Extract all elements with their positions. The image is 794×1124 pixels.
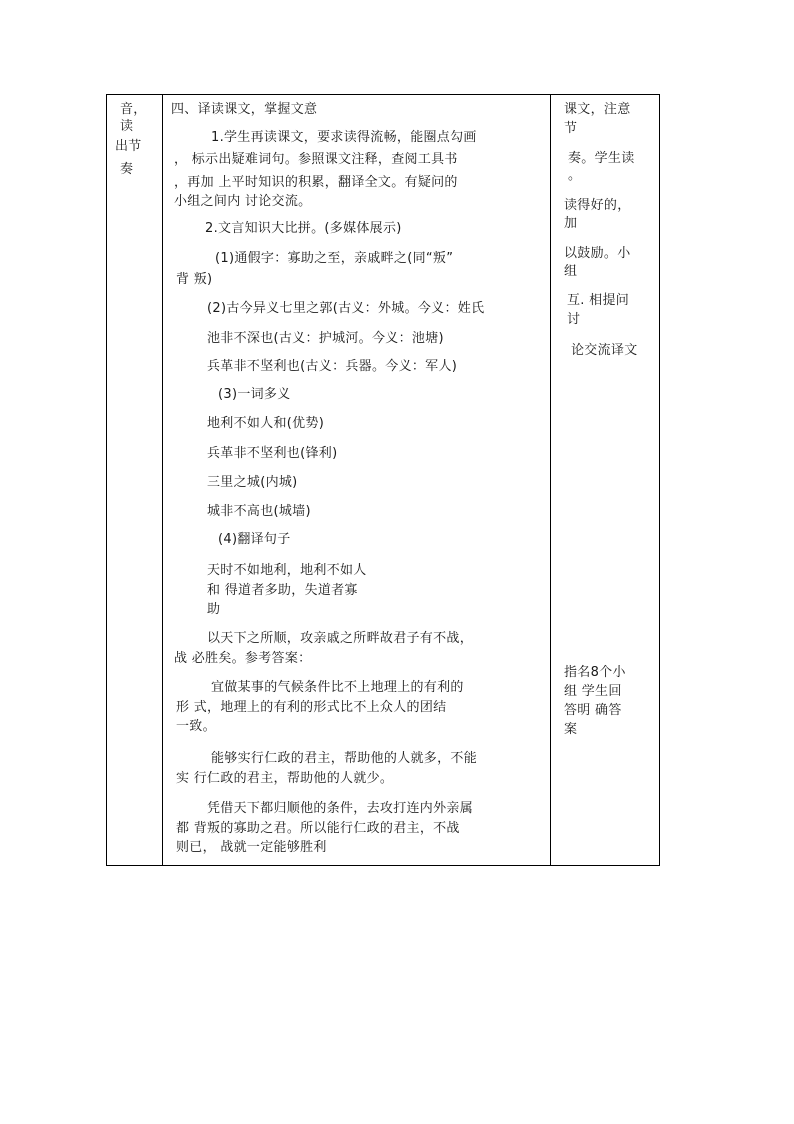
main-line: 形 式，地理上的有利的形式比不上众人的团结 <box>176 700 447 715</box>
main-line: 实 行仁政的君主，帮助他的人就少。 <box>176 771 394 786</box>
right-line: 以鼓励。小 <box>564 246 631 261</box>
main-line: (2)古今异义七里之郭(古义：外城。今义：姓氏 <box>207 301 485 316</box>
main-line: (1)通假字：寡助之至，亲戚畔之(同“叛” <box>215 251 454 266</box>
main-line: (4)翻译句子 <box>218 532 291 547</box>
main-line: 都 背叛的寡助之君。所以能行仁政的君主，不战 <box>176 821 460 836</box>
main-line: 战 必胜矣。参考答案： <box>174 651 312 666</box>
right-line: 案 <box>564 722 578 737</box>
section-heading: 四、译读课文，掌握文意 <box>171 102 318 117</box>
right-line: 讨 <box>567 312 581 327</box>
right-line: 组 <box>564 264 578 279</box>
main-line: 城非不高也(城墙) <box>207 504 311 519</box>
left-line: 奏 <box>120 162 134 177</box>
main-line: 一致。 <box>176 719 216 734</box>
column-divider-right <box>550 95 551 865</box>
main-line: 则已， 战就一定能够胜利 <box>176 840 327 855</box>
main-line: 地利不如人和(优势) <box>207 416 325 431</box>
main-line: 天时不如地利，地利不如人 <box>207 563 367 578</box>
right-line: 答明 确答 <box>564 703 622 718</box>
right-line: 。 <box>568 168 582 183</box>
right-line: 读得好的， <box>564 198 631 213</box>
right-line: 互. 相提问 <box>567 293 630 308</box>
main-line: 背 叛) <box>176 272 213 287</box>
main-line: 兵革非不坚利也(古义：兵器。今义：军人) <box>207 359 458 374</box>
main-line: 兵革非不坚利也(锋利) <box>207 446 338 461</box>
right-line: 奏。学生读 <box>568 151 635 166</box>
right-line: 指名8个小 <box>564 665 626 680</box>
main-line: 小组之间内 讨论交流。 <box>174 194 312 209</box>
main-line: (3)一词多义 <box>218 387 291 402</box>
main-line: 助 <box>207 602 221 617</box>
main-line: 和 得道者多助，失道者寡 <box>207 583 358 598</box>
right-line: 课文，注意 <box>564 102 631 117</box>
main-line: 2.文言知识大比拼。(多媒体展示) <box>205 221 402 236</box>
right-line: 加 <box>564 216 578 231</box>
main-line: 能够实行仁政的君主，帮助他的人就多，不能 <box>211 751 478 766</box>
main-line: 以天下之所顺，攻亲戚之所畔故君子有不战， <box>207 631 474 646</box>
right-line: 论交流译文 <box>571 343 638 358</box>
main-line: 池非不深也(古义：护城河。今义：池塘) <box>207 331 444 346</box>
main-line: 1.学生再读课文，要求读得流畅，能圈点勾画 <box>211 130 477 145</box>
right-line: 组 学生回 <box>564 684 622 699</box>
column-divider-left <box>162 95 163 865</box>
left-line: 读 <box>120 119 134 134</box>
left-line: 音， <box>120 102 147 117</box>
main-line: 凭借天下都归顺他的条件，去攻打连内外亲属 <box>207 801 474 816</box>
main-line: ， 标示出疑难词句。参照课文注释，查阅工具书 <box>174 152 458 167</box>
main-line: ，再加 上平时知识的积累，翻译全文。有疑问的 <box>174 175 458 190</box>
main-line: 三里之城(内城) <box>207 475 298 490</box>
main-line: 宜做某事的气候条件比不上地理上的有利的 <box>211 680 464 695</box>
right-line: 节 <box>564 121 578 136</box>
left-line: 出节 <box>115 139 142 154</box>
